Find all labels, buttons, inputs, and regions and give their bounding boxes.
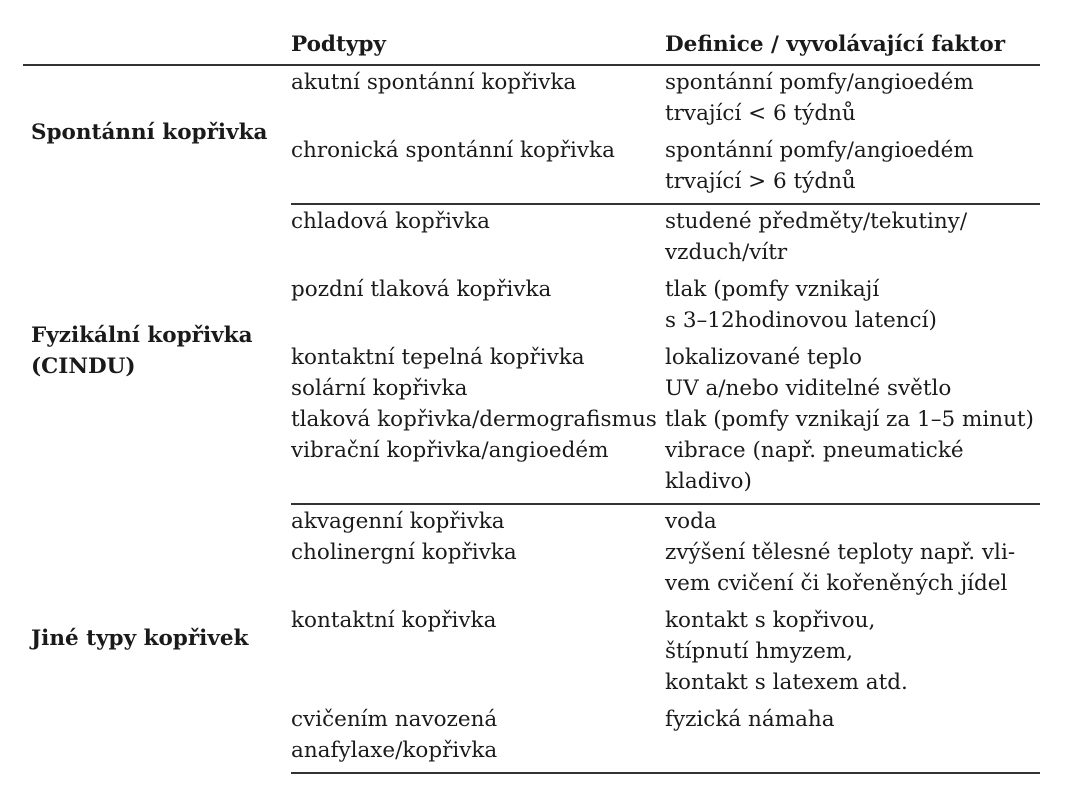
header-definition: Definice / vyvolávající faktor <box>665 28 1040 65</box>
subtype-cell: vibrační kopřivka/angioedém <box>291 435 665 504</box>
header-category <box>23 28 291 65</box>
table-row <box>23 65 1040 135</box>
subtype-cell: akvagenní kopřivka <box>291 509 505 534</box>
subtype-cell: chronická spontánní kopřivka <box>291 135 665 204</box>
definition-cell: kontakt s kopřivou, štípnutí hmyzem, kontakt s latexem atd. <box>665 608 908 695</box>
subtype-cell: pozdní tlaková kopřivka <box>291 277 552 302</box>
definition-cell: zvýšení tělesné teploty např. vli- vem cvičení či kořeněných jídel <box>665 540 1016 596</box>
category-spontaneous: Spontánní kopřivka <box>31 119 268 145</box>
subtype-cell: chladová kopřivka <box>291 209 490 234</box>
category-physical: Fyzikální kopřivka (CINDU) <box>31 323 253 379</box>
subtype-cell: solární kopřivka <box>291 376 468 401</box>
subtype-cell: kontaktní tepelná kopřivka <box>291 345 585 370</box>
header-subtypes: Podtypy <box>291 28 665 65</box>
definition-cell: studené předměty/tekutiny/ vzduch/vítr <box>665 209 968 265</box>
definition-cell: spontánní pomfy/angioedém trvající < 6 týdnů <box>665 70 974 126</box>
definition-cell: spontánní pomfy/angioedém trvající > 6 týdnů <box>665 135 1040 204</box>
header-row <box>23 28 1040 65</box>
subtype-cell: cvičením navozená anafylaxe/kopřivka <box>291 704 665 773</box>
subtype-cell: kontaktní kopřivka <box>291 608 497 633</box>
definition-cell: tlak (pomfy vznikají s 3–12hodinovou latencí) <box>665 277 937 333</box>
definition-cell: lokalizované teplo <box>665 345 863 370</box>
subtype-cell: akutní spontánní kopřivka <box>291 70 577 95</box>
category-other: Jiné typy kopřivek <box>31 626 249 651</box>
table-row <box>23 504 1040 537</box>
subtype-cell: cholinergní kopřivka <box>291 540 517 565</box>
definition-cell: fyzická námaha <box>665 704 1040 773</box>
table-row <box>23 204 1040 274</box>
subtype-cell: tlaková kopřivka/dermografismus <box>291 407 657 432</box>
definition-cell: UV a/nebo viditelné světlo <box>665 376 952 401</box>
definition-cell: voda <box>665 509 717 534</box>
definition-cell: vibrace (např. pneumatické kladivo) <box>665 435 1040 504</box>
definition-cell: tlak (pomfy vznikají za 1–5 minut) <box>665 407 1034 432</box>
urticaria-classification-table <box>23 28 1040 774</box>
